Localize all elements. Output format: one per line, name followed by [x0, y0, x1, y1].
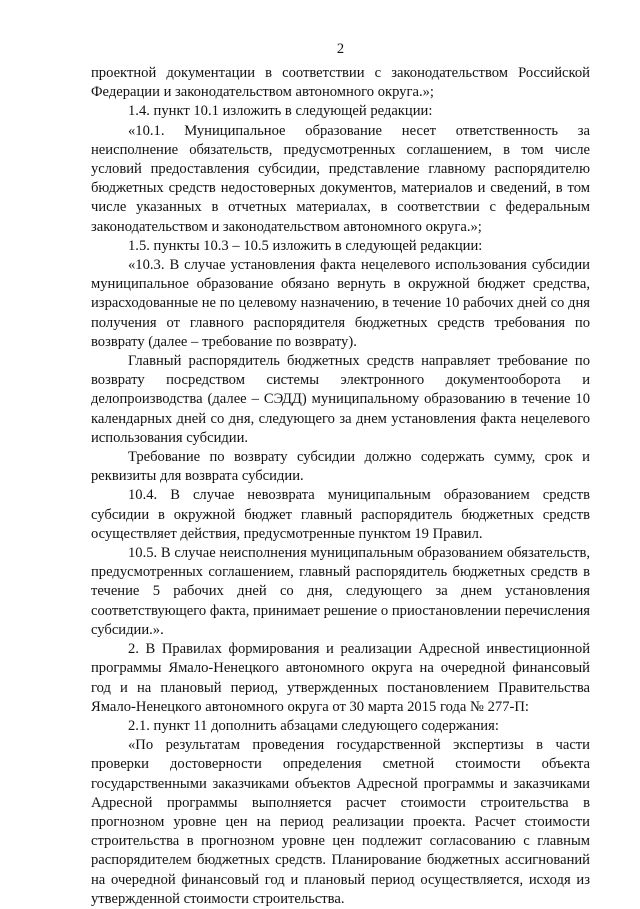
document-body [91, 64, 590, 909]
paragraph-4: 1.5. пункты 10.3 – 10.5 изложить в следующей редакции: [128, 237, 483, 254]
paragraph-11: 2.1. пункт 11 дополнить абзацами следующего содержания: [128, 717, 499, 734]
paragraph-10: 2. В Правилах формирования и реализации Адресной инвестиционной программы Ямало-Ненецкого автономного округа на очередной финансовый год и на плановый период, утвержденных постановлением Правительства Ямало-Ненецкого автономного округа от 30 марта 2015 года № 277-П: [91, 641, 590, 715]
paragraph-12: «По результатам проведения государственной экспертизы в части проверки достоверности определения сметной стоимости объекта государственными заказчиками объектов Адресной программы и заказчиками Адресной программы выполняется расчет стоимости строительства в прогнозном уровне цен на период реализации проекта. Расчет стоимости строительства в прогнозном уровне цен подлежит согласованию с главным распорядителем бюджетных средств. Планирование бюджетных ассигнований на очередной финансовый год и плановый период осуществляется, исходя из утвержденной стоимости строительства. [91, 737, 590, 907]
paragraph-8: 10.4. В случае невозврата муниципальным образованием средств субсидии в окружной бюджет главный распорядитель бюджетных средств осуществляет действия, предусмотренные пунктом 19 Правил. [91, 487, 590, 542]
paragraph-9: 10.5. В случае неисполнения муниципальным образованием обязательств, предусмотренных соглашением, главный распорядитель бюджетных средств в течение 5 рабочих дней со дня, следующего за днем установления соответствующего факта, принимает решение о приостановлении перечисления субсидии.». [91, 545, 590, 638]
paragraph-3: «10.1. Муниципальное образование несет ответственность за неисполнение обязательств, предусмотренных соглашением, в том числе условий предоставления субсидии, представление главному распорядителю бюджетных средств недостоверных документов, материалов и сведений, в том числе указанных в отчетных материалах, в соответствии с федеральным законодательством и законодательством автономного округа.»; [91, 122, 590, 235]
paragraph-2: 1.4. пункт 10.1 изложить в следующей редакции: [128, 103, 433, 120]
page-number: 2 [336, 41, 345, 57]
paragraph-5: «10.3. В случае установления факта нецелевого использования субсидии муниципальное образование обязано вернуть в окружной бюджет средства, израсходованные не по целевому назначению, в течение 10 рабочих дней со дня получения от главного распорядителя бюджетных средств требования по возврату (далее – требование по возврату). [91, 257, 590, 350]
paragraph-7: Требование по возврату субсидии должно содержать сумму, срок и реквизиты для возврата субсидии. [91, 449, 590, 485]
paragraph-6: Главный распорядитель бюджетных средств направляет требование по возврату посредством системы электронного документооборота и делопроизводства (далее – СЭДД) муниципальному образованию в течение 10 календарных дней со дня, следующего за днем установления факта нецелевого использования субсидии. [91, 353, 590, 446]
paragraph-1: проектной документации в соответствии с законодательством Российской Федерации и законодательством автономного округа.»; [91, 65, 590, 101]
